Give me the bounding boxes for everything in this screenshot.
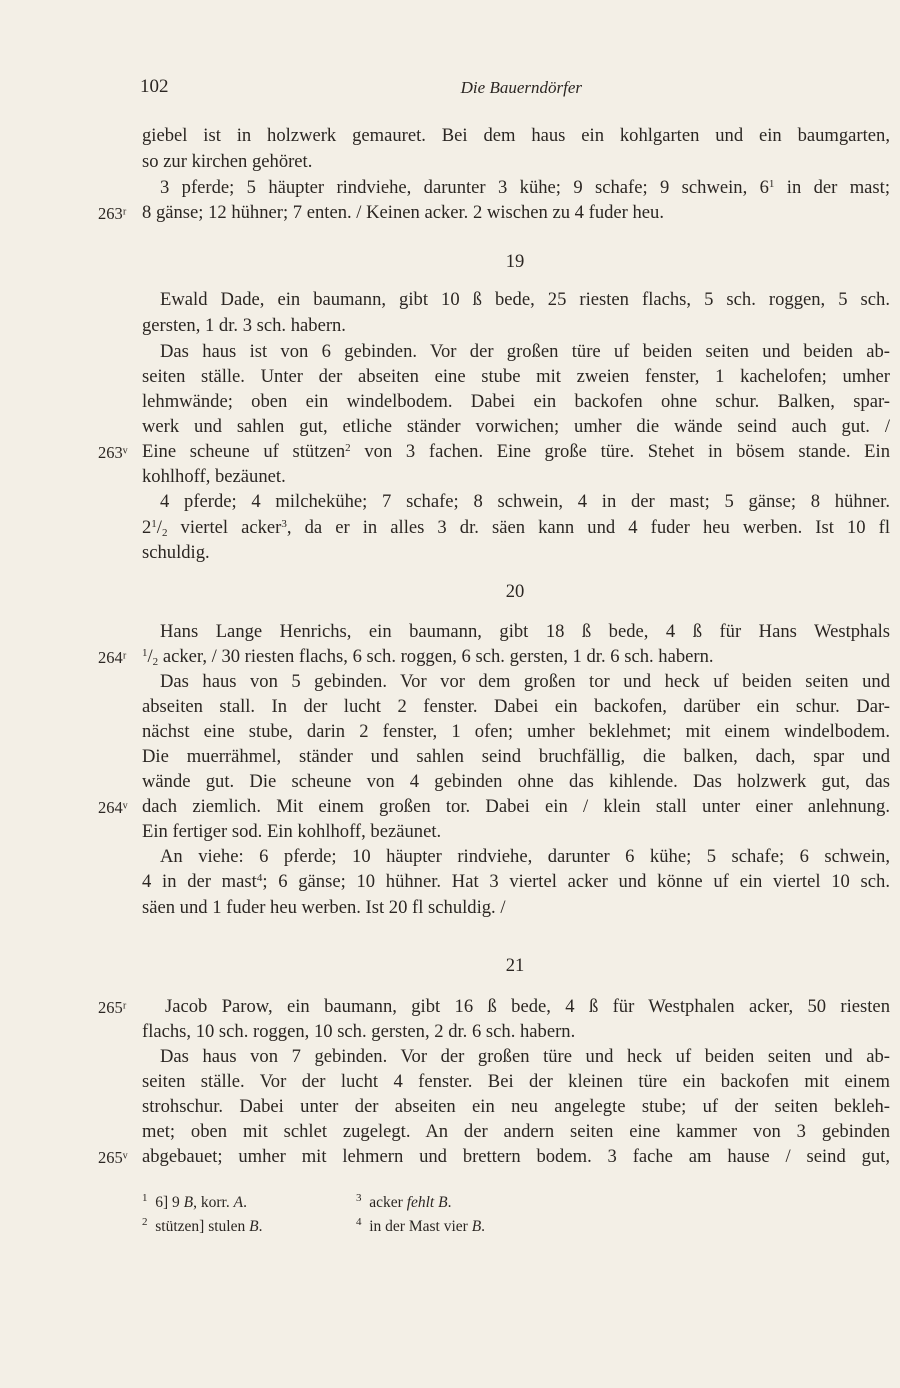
text-line: 4 pferde; 4 milchekühe; 7 schafe; 8 schwein, 4 in der mast; 5 gänse; 8 hühner. bbox=[160, 491, 890, 512]
section-number: 21 bbox=[505, 955, 525, 976]
text-line: so zur kirchen gehöret. bbox=[142, 151, 313, 172]
text-line: nächst eine stube, darin 2 fenster, 1 ofen; umher beklehmet; mit einem windelbodem. bbox=[142, 721, 890, 742]
text-line: An viehe: 6 pferde; 10 häupter rindviehe, darunter 6 kühe; 5 schafe; 6 schwein, bbox=[160, 846, 890, 867]
text-line: dach ziemlich. Mit einem großen tor. Dabei ein / klein stall unter einer anlehnung. bbox=[142, 796, 890, 817]
footnote: $^3$ acker fehlt B. bbox=[356, 1192, 452, 1211]
footnote-ref: 2 bbox=[345, 442, 351, 454]
text-line: Ewald Dade, ein baumann, gibt 10 ß bede, 25 riesten flachs, 5 sch. roggen, 5 sch. bbox=[160, 289, 890, 310]
text-line: säen und 1 fuder heu werben. Ist 20 fl schuldig. / bbox=[142, 897, 506, 918]
text-line: Das haus von 5 gebinden. Vor vor dem großen tor und heck uf beiden seiten und bbox=[160, 671, 890, 692]
page-number: 102 bbox=[140, 76, 169, 97]
text-line: lehmwände; oben ein windelbodem. Dabei ein backofen ohne schur. Balken, spar- bbox=[142, 391, 890, 412]
footnote-ref: 1 bbox=[768, 178, 775, 190]
text-line: seiten ställe. Vor der lucht 4 fenster. Bei der kleinen türe ein backofen mit einem bbox=[142, 1071, 890, 1092]
footnote: $^4$ in der Mast vier B. bbox=[356, 1216, 486, 1235]
text-line: Eine scheune uf stützen$^2$ von 3 fachen. Eine große türe. Stehet in bösem stande. Ein bbox=[142, 441, 890, 462]
text-line: schuldig. bbox=[142, 542, 210, 563]
text-line: kohlhoff, bezäunet. bbox=[142, 466, 286, 487]
text-line: Jacob Parow, ein baumann, gibt 16 ß bede, 4 ß für Westphalen acker, 50 riesten bbox=[165, 996, 890, 1017]
text-line: strohschur. Dabei unter der abseiten ein neu angelegte stube; uf der seiten bekleh- bbox=[142, 1096, 890, 1117]
text-line: 8 gänse; 12 hühner; 7 enten. / Keinen acker. 2 wischen zu 4 fuder heu. bbox=[142, 202, 665, 223]
text-line: giebel ist in holzwerk gemauret. Bei dem haus ein kohlgarten und ein baumgarten, bbox=[142, 125, 890, 146]
text-line: flachs, 10 sch. roggen, 10 sch. gersten, 2 dr. 6 sch. habern. bbox=[142, 1021, 576, 1042]
page-header bbox=[140, 76, 892, 104]
text-line: 3 pferde; 5 häupter rindviehe, darunter 3 kühe; 9 schafe; 9 schwein, $6^1$ in der mast; bbox=[160, 177, 890, 198]
section-number: 20 bbox=[505, 581, 525, 602]
footnote-ref: 3 bbox=[281, 518, 287, 530]
text-line: $2^1/_2$ viertel acker$^3$, da er in alles 3 dr. säen kann und 4 fuder heu werben. Ist 10 fl bbox=[142, 517, 891, 539]
folio-marker: 264ᵛ bbox=[98, 798, 128, 817]
text-line: abgebauet; umher mit lehmern und brettern bodem. 3 fache am hause / seind gut, bbox=[142, 1146, 890, 1167]
folio-marker: 265ʳ bbox=[98, 998, 127, 1017]
text-line: Ein fertiger sod. Ein kohlhoff, bezäunet. bbox=[142, 821, 442, 842]
text-line: wände gut. Die scheune von 4 gebinden ohne das kihlende. Das holzwerk gut, das bbox=[142, 771, 890, 792]
folio-marker: 265ᵛ bbox=[98, 1148, 128, 1167]
section-number: 19 bbox=[505, 251, 525, 272]
footnote: $^2$ stützen] stulen B. bbox=[142, 1216, 263, 1235]
text-line: Hans Lange Henrichs, ein baumann, gibt 18 ß bede, 4 ß für Hans Westphals bbox=[160, 621, 890, 642]
text-line: Das haus ist von 6 gebinden. Vor der großen türe uf beiden seiten und beiden ab- bbox=[160, 341, 890, 362]
text-line: gersten, 1 dr. 3 sch. habern. bbox=[142, 315, 346, 336]
folio-marker: 263ʳ bbox=[98, 204, 127, 223]
running-title: Die Bauerndörfer bbox=[460, 78, 582, 97]
text-line: Das haus von 7 gebinden. Vor der großen türe und heck uf beiden seiten und ab- bbox=[160, 1046, 890, 1067]
text-line: $^1/_2$ acker, / 30 riesten flachs, 6 sch. roggen, 6 sch. gersten, 1 dr. 6 sch. habern. bbox=[142, 646, 714, 668]
text-line: abseiten stall. In der lucht 2 fenster. Dabei ein backofen, darüber ein schur. Dar- bbox=[142, 696, 890, 717]
text-line: Die muerrähmel, ständer und sahlen seind bruchfällig, die balken, dach, spar und bbox=[142, 746, 890, 767]
folio-marker: 264ʳ bbox=[98, 648, 127, 667]
text-line: werk und sahlen gut, etliche ständer vorwichen; umher die wände seind auch gut. / bbox=[142, 416, 890, 437]
folio-marker: 263ᵛ bbox=[98, 443, 128, 462]
footnote: $^1$ 6] 9 B, korr. A. bbox=[142, 1192, 247, 1211]
text-line: 4 in der mast$^4$; 6 gänse; 10 hühner. Hat 3 viertel acker und könne uf ein viertel 10 sch. bbox=[142, 871, 890, 892]
text-line: seiten ställe. Unter der abseiten eine stube mit zweien fenster, 1 kachelofen; umher bbox=[142, 366, 890, 387]
footnote-ref: 4 bbox=[256, 872, 263, 884]
text-line: met; oben mit schlet zugelegt. An der andern seiten eine kammer von 3 gebinden bbox=[142, 1121, 890, 1142]
